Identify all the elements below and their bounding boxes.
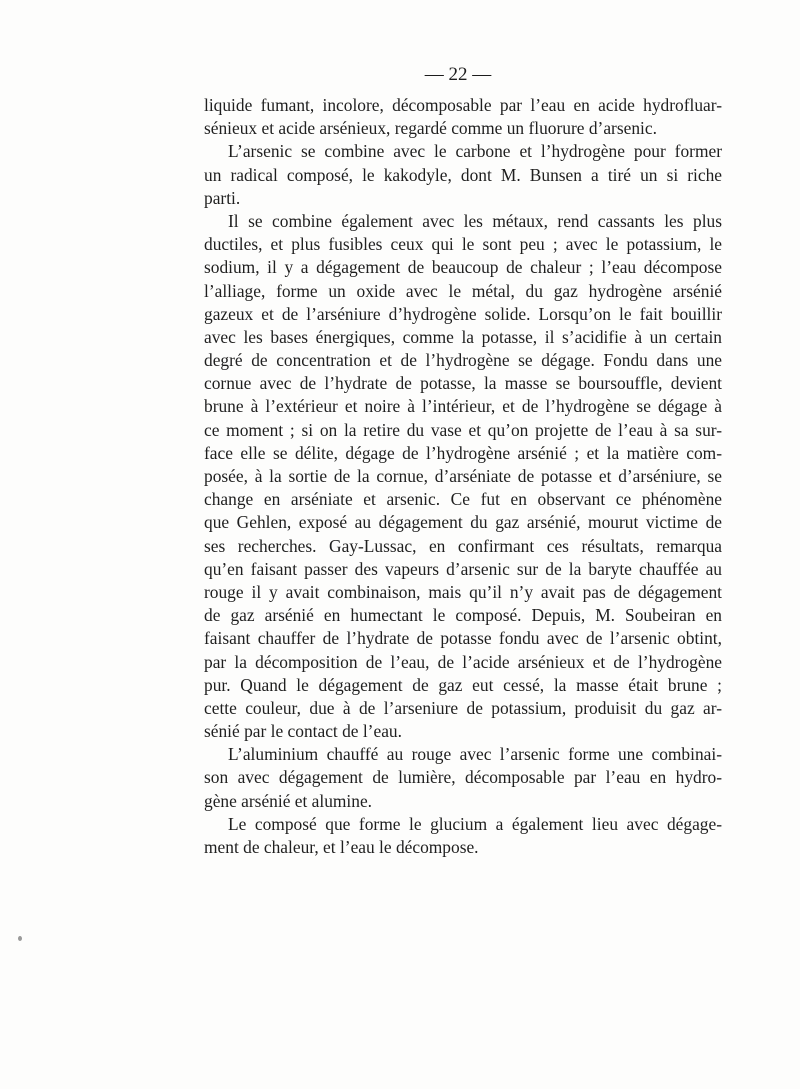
text-line: ce moment ; si on la retire du vase et qu’on projette de l’eau à sa sur- [204,419,722,440]
text-line: cornue avec de l’hydrate de potasse, la masse se boursouffle, devient [204,373,722,394]
text-line: sénieux et acide arsénieux, regardé comme un fluorure d’arsenic. [204,118,657,139]
text-line: change en arséniate et arsenic. Ce fut en observant ce phénomène [204,489,722,510]
text-line: L’arsenic se combine avec le carbone et l’hydrogène pour former [228,141,722,162]
text-line: posée, à la sortie de la cornue, d’arséniate de potasse et d’arséniure, se [204,466,722,486]
text-line: degré de concentration et de l’hydrogène se dégage. Fondu dans une [204,350,722,371]
text-line: ductiles, et plus fusibles ceux qui le sont peu ; avec le potassium, le [204,234,722,255]
text-line: avec les bases énergiques, comme la potasse, il s’acidifie à un certain [204,326,722,347]
text-line: gène arsénié et alumine. [204,790,373,811]
body-text [204,94,722,859]
page-number: — 22 — [424,64,492,85]
text-line: son avec dégagement de lumière, décomposable par l’eau en hydro- [204,767,722,788]
text-line: cette couleur, due à de l’arseniure de potassium, produisit du gaz ar- [204,697,722,718]
text-line: un radical composé, le kakodyle, dont M. Bunsen a tiré un si riche [204,164,722,185]
text-line: l’alliage, forme un oxide avec le métal, du gaz hydrogène arsénié [204,280,722,301]
text-line: brune à l’extérieur et noire à l’intérieur, et de l’hydrogène se dégage à [204,396,722,417]
text-line: que Gehlen, exposé au dégagement du gaz arsénié, mourut victime de [204,512,722,533]
text-line: rouge il y avait combinaison, mais qu’il n’y avait pas de dégagement [204,581,722,602]
text-line: L’aluminium chauffé au rouge avec l’arsenic forme une combinai- [228,744,722,765]
paper-speck [18,936,22,941]
text-line: pur. Quand le dégagement de gaz eut cessé, la masse était brune ; [204,674,722,695]
text-line: de gaz arsénié en humectant le composé. Depuis, M. Soubeiran en [204,605,722,626]
text-line: Le composé que forme le glucium a également lieu avec dégage- [228,813,722,834]
text-line: sodium, il y a dégagement de beaucoup de chaleur ; l’eau décompose [204,257,722,278]
text-line: ment de chaleur, et l’eau le décompose. [204,837,479,857]
text-line: parti. [204,187,241,208]
text-line: Il se combine également avec les métaux, rend cassants les plus [228,210,722,231]
text-line: sénié par le contact de l’eau. [204,721,402,742]
text-line: liquide fumant, incolore, décomposable par l’eau en acide hydrofluar- [204,95,722,115]
text-line: faisant chauffer de l’hydrate de potasse fondu avec de l’arsenic obtint, [204,628,722,649]
text-line: gazeux et de l’arséniure d’hydrogène solide. Lorsqu’on le fait bouillir [204,303,722,324]
text-line: qu’en faisant passer des vapeurs d’arsenic sur de la baryte chauffée au [204,558,722,579]
text-line: ses recherches. Gay-Lussac, en confirmant ces résultats, remarqua [204,535,722,556]
text-line: face elle se délite, dégage de l’hydrogène arsénié ; et la matière com- [204,442,722,463]
text-line: par la décomposition de l’eau, de l’acide arsénieux et de l’hydrogène [204,651,722,672]
